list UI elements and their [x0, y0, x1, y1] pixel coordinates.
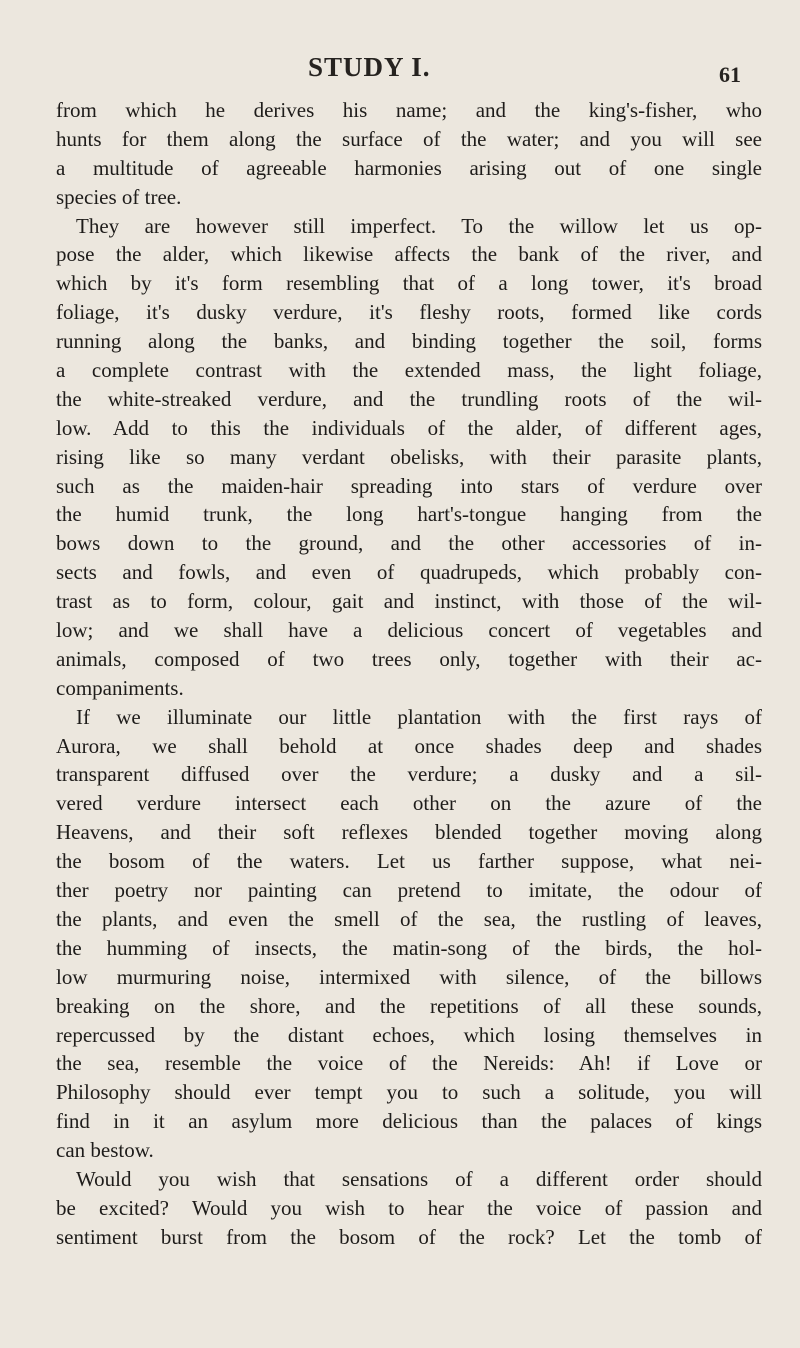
text-line: the bosom of the waters. Let us farther suppose, what nei-: [56, 849, 762, 874]
body-text: [56, 96, 762, 1252]
text-line: the plants, and even the smell of the sea, the rustling of leaves,: [56, 906, 762, 931]
text-line: Aurora, we shall behold at once shades deep and shades: [56, 733, 762, 758]
text-line: low; and we shall have a delicious concert of vegetables and: [56, 618, 762, 643]
text-line: companiments.: [56, 675, 184, 700]
text-line: rising like so many verdant obelisks, with their parasite plants,: [56, 444, 762, 469]
text-line: find in it an asylum more delicious than the palaces of kings: [56, 1109, 762, 1134]
text-line: the humming of insects, the matin-song of the birds, the hol-: [56, 935, 762, 960]
running-head: [0, 52, 800, 87]
text-line: the humid trunk, the long hart's-tongue hanging from the: [56, 502, 762, 527]
text-line: sentiment burst from the bosom of the rock? Let the tomb of: [56, 1224, 762, 1249]
text-line: bows down to the ground, and the other accessories of in-: [56, 531, 762, 556]
text-line: the sea, resemble the voice of the Nereids: Ah! if Love or: [56, 1051, 762, 1076]
text-line: They are however still imperfect. To the willow let us op-: [76, 213, 762, 238]
text-line: repercussed by the distant echoes, which losing themselves in: [56, 1022, 762, 1047]
text-line: low. Add to this the individuals of the alder, of different ages,: [56, 415, 762, 440]
text-line: vered verdure intersect each other on the azure of the: [56, 791, 762, 816]
text-line: a multitude of agreeable harmonies arising out of one single: [56, 155, 762, 180]
text-line: species of tree.: [56, 184, 182, 209]
text-line: Would you wish that sensations of a different order should: [76, 1166, 762, 1191]
text-line: breaking on the shore, and the repetitions of all these sounds,: [56, 993, 762, 1018]
text-line: low murmuring noise, intermixed with silence, of the billows: [56, 964, 762, 989]
text-line: transparent diffused over the verdure; a dusky and a sil-: [56, 762, 762, 787]
text-line: a complete contrast with the extended mass, the light foliage,: [56, 358, 762, 383]
text-line: If we illuminate our little plantation with the first rays of: [76, 704, 762, 729]
text-line: Heavens, and their soft reflexes blended together moving along: [56, 820, 762, 845]
text-line: such as the maiden-hair spreading into stars of verdure over: [56, 473, 762, 498]
text-line: trast as to form, colour, gait and instinct, with those of the wil-: [56, 589, 762, 614]
text-line: can bestow.: [56, 1138, 154, 1163]
text-line: foliage, it's dusky verdure, it's fleshy roots, formed like cords: [56, 300, 762, 325]
text-line: animals, composed of two trees only, together with their ac-: [56, 646, 762, 671]
text-line: be excited? Would you wish to hear the voice of passion and: [56, 1195, 762, 1220]
text-line: running along the banks, and binding together the soil, forms: [56, 329, 762, 354]
text-line: Philosophy should ever tempt you to such a solitude, you will: [56, 1080, 762, 1105]
text-line: from which he derives his name; and the king's-fisher, who: [56, 98, 762, 122]
text-line: sects and fowls, and even of quadrupeds, which probably con-: [56, 560, 762, 585]
text-line: which by it's form resembling that of a long tower, it's broad: [56, 271, 762, 296]
text-line: ther poetry nor painting can pretend to imitate, the odour of: [56, 878, 762, 903]
text-line: the white-streaked verdure, and the trundling roots of the wil-: [56, 386, 762, 411]
running-head-title: STUDY I.: [308, 52, 431, 82]
text-line: hunts for them along the surface of the water; and you will see: [56, 126, 762, 151]
page-number: 61: [719, 62, 741, 87]
text-line: pose the alder, which likewise affects the bank of the river, and: [56, 242, 762, 267]
